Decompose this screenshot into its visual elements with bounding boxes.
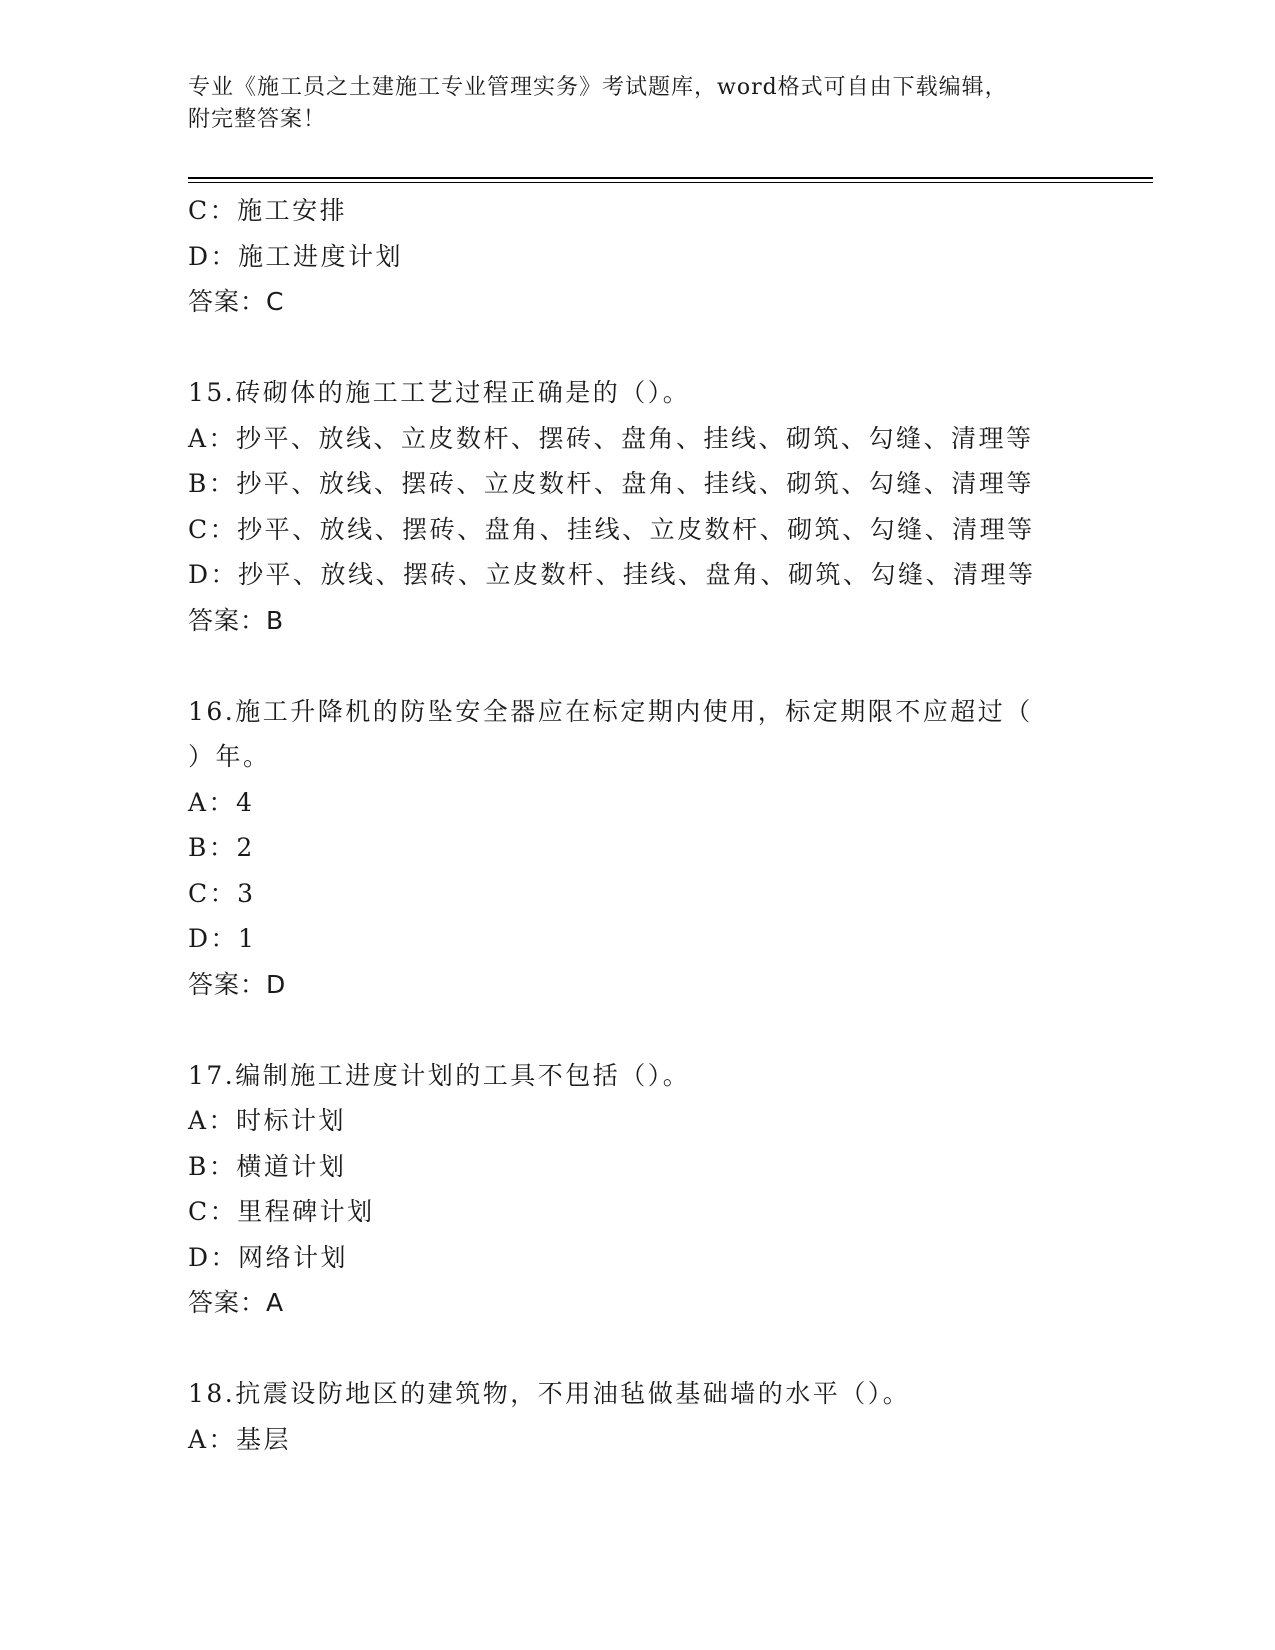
header-divider-thick bbox=[188, 177, 1153, 179]
header-line-1: 专业《施工员之土建施工专业管理实务》考试题库，word格式可自由下载编辑， bbox=[188, 75, 1008, 100]
question-17 bbox=[188, 1053, 1068, 1326]
option-a: A：时标计划 bbox=[188, 1106, 347, 1135]
question-15 bbox=[188, 370, 1068, 643]
answer-line: 答案：B bbox=[188, 605, 285, 635]
document-header bbox=[188, 72, 1068, 136]
option-d: D：施工进度计划 bbox=[188, 241, 404, 271]
option-b: B：抄平、放线、摆砖、立皮数杆、盘角、挂线、砌筑、勾缝、清理等 bbox=[188, 469, 1034, 498]
header-line-2: 附完整答案！ bbox=[188, 107, 327, 132]
option-c: C：3 bbox=[188, 878, 256, 908]
question-18 bbox=[188, 1371, 1068, 1462]
spacer bbox=[188, 1007, 1068, 1053]
question-14-tail bbox=[188, 188, 1068, 325]
spacer bbox=[188, 1326, 1068, 1372]
spacer bbox=[188, 643, 1068, 689]
option-d: D：网络计划 bbox=[188, 1242, 349, 1272]
option-a: A：基层 bbox=[188, 1424, 292, 1454]
option-a: A：4 bbox=[188, 787, 255, 817]
spacer bbox=[188, 325, 1068, 371]
option-b: B：2 bbox=[188, 833, 255, 862]
option-a: A：抄平、放线、立皮数杆、摆砖、盘角、挂线、砌筑、勾缝、清理等 bbox=[188, 423, 1034, 453]
header-divider-thin bbox=[188, 182, 1153, 183]
answer-line: 答案：C bbox=[188, 287, 285, 316]
option-c: C：里程碑计划 bbox=[188, 1197, 375, 1226]
option-d: D：1 bbox=[188, 924, 257, 953]
question-content bbox=[188, 188, 1068, 1462]
question-text-line-1: 16.施工升降机的防坠安全器应在标定期内使用，标定期限不应超过（ bbox=[188, 696, 1033, 726]
question-text: 17.编制施工进度计划的工具不包括（）。 bbox=[188, 1060, 691, 1090]
question-16 bbox=[188, 689, 1068, 1008]
option-d: D：抄平、放线、摆砖、立皮数杆、挂线、盘角、砌筑、勾缝、清理等 bbox=[188, 560, 1036, 589]
answer-line: 答案：A bbox=[188, 1288, 285, 1317]
option-c: C：抄平、放线、摆砖、盘角、挂线、立皮数杆、砌筑、勾缝、清理等 bbox=[188, 514, 1035, 544]
question-text-line-2: ）年。 bbox=[188, 742, 271, 771]
question-text: 18.抗震设防地区的建筑物，不用油毡做基础墙的水平（）。 bbox=[188, 1379, 911, 1408]
question-text: 15.砖砌体的施工工艺过程正确是的（）。 bbox=[188, 378, 691, 407]
option-c: C：施工安排 bbox=[188, 196, 348, 225]
answer-line: 答案：D bbox=[188, 969, 287, 999]
option-b: B：横道计划 bbox=[188, 1151, 347, 1181]
